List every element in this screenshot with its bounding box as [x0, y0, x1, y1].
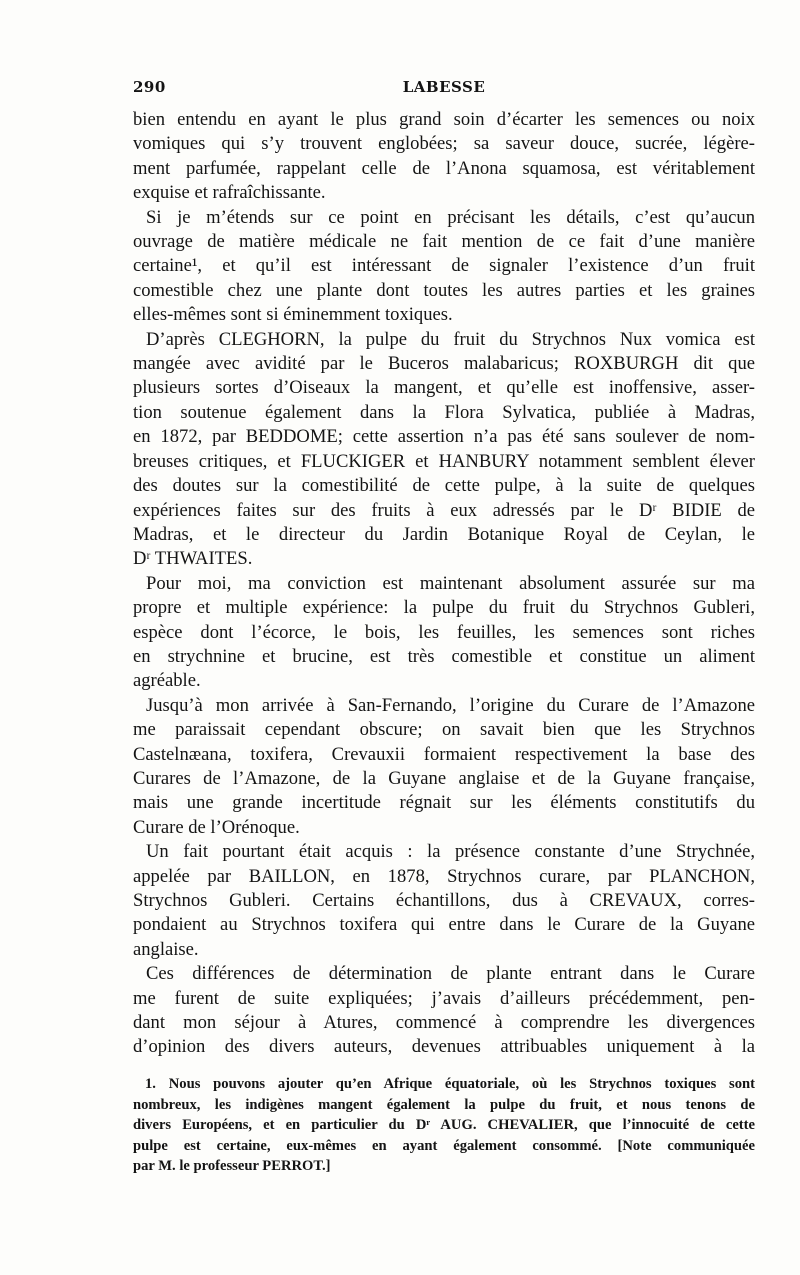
text-line: vomiques qui s’y trouvent englobées; sa saveur douce, sucrée, légère-: [133, 133, 755, 155]
text-line: en 1872, par BEDDOME; cette assertion n’a pas été sans soulever de nom-: [133, 426, 755, 448]
text-line: expériences faites sur des fruits à eux adressés par le Dʳ BIDIE de: [133, 499, 755, 521]
footnote-line: 1. Nous pouvons ajouter qu’en Afrique équatoriale, où les Strychnos toxiques sont: [145, 1076, 755, 1092]
text-line: Curare de l’Orénoque.: [133, 816, 300, 838]
text-line: D’après CLEGHORN, la pulpe du fruit du Strychnos Nux vomica est: [146, 328, 755, 350]
text-line: appelée par BAILLON, en 1878, Strychnos curare, par PLANCHON,: [133, 865, 755, 887]
text-line: Strychnos Gubleri. Certains échantillons, dus à CREVAUX, corres-: [133, 890, 755, 911]
text-line: certaine¹, et qu’il est intéressant de signaler l’existence d’un fruit: [133, 255, 755, 277]
footnote-line: divers Européens, et en particulier du Dʳ AUG. CHEVALIER, que l’innocuité de cette: [133, 1117, 755, 1134]
text-line: Curares de l’Amazone, de la Guyane anglaise et de la Guyane française,: [133, 767, 755, 789]
text-line: ouvrage de matière médicale ne fait mention de ce fait d’une manière: [133, 231, 755, 253]
page-header: [133, 78, 755, 100]
body-text: [133, 108, 755, 1060]
text-line: en strychnine et brucine, est très comestible et constitue un aliment: [133, 645, 755, 667]
text-line: mangée avec avidité par le Buceros malabaricus; ROXBURGH dit que: [133, 353, 755, 375]
text-line: anglaise.: [133, 938, 199, 960]
text-line: dant mon séjour à Atures, commencé à comprendre les divergences: [133, 1012, 755, 1034]
text-line: Si je m’étends sur ce point en précisant les détails, c’est qu’aucun: [146, 206, 755, 228]
text-line: Castelnæana, toxifera, Crevauxii formaient respectivement la base des: [133, 743, 755, 765]
text-line: plusieurs sortes d’Oiseaux la mangent, et qu’elle est inoffensive, asser-: [133, 377, 755, 399]
text-line: tion soutenue également dans la Flora Sylvatica, publiée à Madras,: [133, 401, 755, 423]
text-line: Jusqu’à mon arrivée à San-Fernando, l’origine du Curare de l’Amazone: [146, 694, 755, 716]
text-line: espèce dont l’écorce, le bois, les feuilles, les semences sont riches: [133, 621, 755, 643]
text-line: me paraissait cependant obscure; on savait bien que les Strychnos: [133, 719, 755, 741]
text-line: d’opinion des divers auteurs, devenues attribuables uniquement à la: [133, 1036, 755, 1058]
footnote-line: nombreux, les indigènes mangent également la pulpe du fruit, et nous tenons de: [133, 1096, 755, 1113]
text-line: pondaient au Strychnos toxifera qui entre dans le Curare de la Guyane: [133, 914, 755, 936]
text-line: Dʳ THWAITES.: [133, 548, 253, 570]
text-line: breuses critiques, et FLUCKIGER et HANBURY notamment semblent élever: [133, 450, 755, 472]
footnote-line: pulpe est certaine, eux-mêmes en ayant également consommé. [Note communiquée: [133, 1137, 755, 1154]
page-number: 290: [133, 78, 166, 96]
text-line: elles-mêmes sont si éminemment toxiques.: [133, 304, 453, 326]
running-head: LABESSE: [402, 78, 486, 96]
text-line: agréable.: [133, 670, 201, 692]
text-line: bien entendu en ayant le plus grand soin d’écarter les semences ou noix: [133, 109, 755, 130]
text-line: mais une grande incertitude régnait sur les éléments constitutifs du: [133, 792, 755, 814]
text-line: propre et multiple expérience: la pulpe du fruit du Strychnos Gubleri,: [133, 597, 755, 619]
text-line: me furent de suite expliquées; j’avais d’ailleurs précédemment, pen-: [133, 987, 755, 1009]
text-line: exquise et rafraîchissante.: [133, 182, 326, 204]
text-line: Pour moi, ma conviction est maintenant absolument assurée sur ma: [146, 572, 755, 594]
footnotes: [133, 1074, 755, 1177]
text-line: comestible chez une plante dont toutes les autres parties et les graines: [133, 279, 755, 301]
text-line: des doutes sur la comestibilité de cette pulpe, à la suite de quelques: [133, 475, 755, 497]
text-line: Un fait pourtant était acquis : la présence constante d’une Strychnée,: [146, 841, 755, 863]
text-line: Ces différences de détermination de plante entrant dans le Curare: [146, 963, 755, 985]
text-line: Madras, et le directeur du Jardin Botanique Royal de Ceylan, le: [133, 523, 755, 545]
footnote-line: par M. le professeur PERROT.]: [133, 1158, 331, 1175]
text-line: ment parfumée, rappelant celle de l’Anona squamosa, est véritablement: [133, 157, 755, 179]
